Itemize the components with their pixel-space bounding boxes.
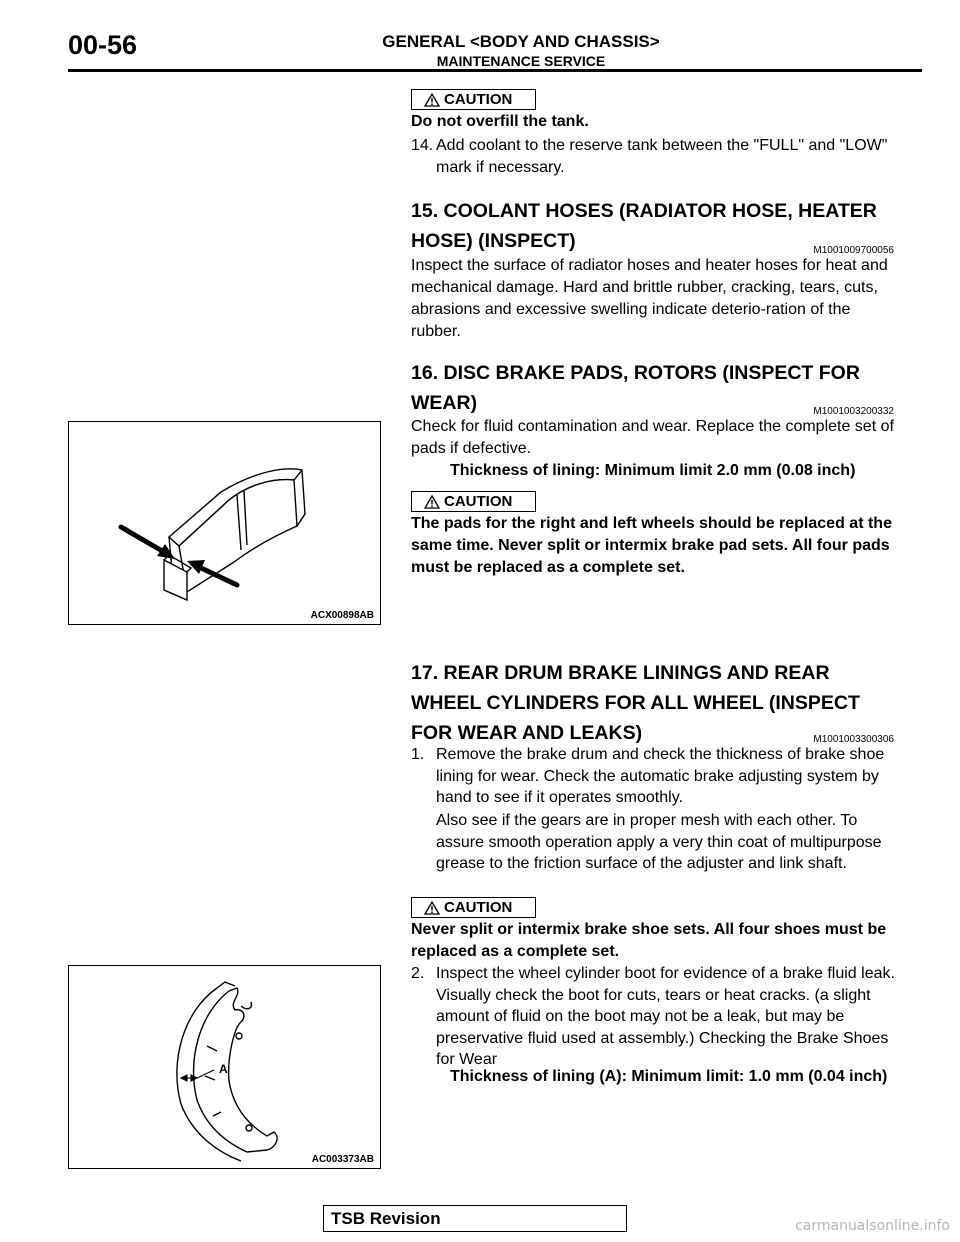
step-2 bbox=[411, 963, 896, 1071]
step-text: Add coolant to the reserve tank between the "FULL" and "LOW" mark if necessary. bbox=[436, 137, 888, 176]
warning-icon bbox=[424, 901, 440, 915]
step-number: 1. bbox=[411, 746, 425, 763]
caution-box bbox=[411, 491, 536, 512]
caution-text: The pads for the right and left wheels should be replaced at the same time. Never split or intermix brake pad sets. All four pads must be replaced as a complete set. bbox=[411, 515, 892, 576]
warning-icon bbox=[424, 93, 440, 107]
step-text: Remove the brake drum and check the thickness of brake shoe lining for wear. Check the automatic brake adjusting system by hand to see if it operates smoothly. bbox=[436, 746, 885, 806]
step-number: 14. bbox=[411, 137, 434, 154]
step-text: Inspect the wheel cylinder boot for evidence of a brake fluid leak. Visually check the boot for cuts, tears or heat cracks. (a slight amount of fluid on the boot may not be a leak, but may be preservative fluid used at assembly.) Checking the Brake Shoes for Wear bbox=[436, 965, 895, 1068]
page-number: 00-56 bbox=[68, 30, 138, 60]
section-body-15: Inspect the surface of radiator hoses and heater hoses for heat and mechanical damage. Hard and brittle rubber, cracking, tears, cuts, abrasions and excessive swelling indicate deterio-ration of the rubber. bbox=[411, 257, 888, 340]
caution-text: Never split or intermix brake shoe sets. All four shoes must be replaced as a complete set. bbox=[411, 921, 887, 960]
section-heading-17: 17. REAR DRUM BRAKE LININGS AND REAR WHEEL CYLINDERS FOR ALL WHEEL (INSPECT FOR WEAR AND LEAKS) bbox=[411, 662, 860, 744]
tsb-revision-label: TSB Revision bbox=[331, 1208, 441, 1228]
step-1-extra: Also see if the gears are in proper mesh with each other. To assure smooth operation apply a very thin coat of multipurpose grease to the friction surface of the adjuster and link shaft. bbox=[436, 812, 882, 872]
brake-shoe-illustration bbox=[69, 966, 380, 1168]
caution-label: CAUTION bbox=[444, 493, 513, 510]
section-body-16: Check for fluid contamination and wear. Replace the complete set of pads if defective. bbox=[411, 418, 894, 457]
caution-box bbox=[411, 89, 536, 110]
warning-icon bbox=[424, 495, 440, 509]
step-1 bbox=[411, 744, 896, 809]
caution-box bbox=[411, 897, 536, 918]
brake-pad-illustration bbox=[69, 422, 380, 624]
tsb-revision-box bbox=[323, 1205, 627, 1232]
brake-pad-figure bbox=[68, 421, 381, 625]
figure-label: AC003373AB bbox=[311, 1154, 374, 1165]
section-code-17: M1001003300306 bbox=[813, 734, 894, 745]
header-rule bbox=[68, 69, 922, 72]
spec-line: Thickness of lining (A): Minimum limit: 1.0 mm (0.04 inch) bbox=[450, 1068, 888, 1085]
spec-line: Thickness of lining: Minimum limit 2.0 mm (0.08 inch) bbox=[450, 462, 856, 479]
caution-text: Do not overfill the tank. bbox=[411, 113, 589, 130]
section-heading-15: 15. COOLANT HOSES (RADIATOR HOSE, HEATER HOSE) (INSPECT) bbox=[411, 200, 877, 252]
section-title: GENERAL <BODY AND CHASSIS> bbox=[382, 32, 660, 51]
figure-label: ACX00898AB bbox=[310, 610, 374, 621]
section-heading-16: 16. DISC BRAKE PADS, ROTORS (INSPECT FOR WEAR) bbox=[411, 362, 860, 414]
watermark: carmanualsonline.info bbox=[795, 1218, 950, 1234]
caution-label: CAUTION bbox=[444, 899, 513, 916]
section-subtitle: MAINTENANCE SERVICE bbox=[436, 53, 606, 69]
brake-shoe-figure bbox=[68, 965, 381, 1169]
step-14 bbox=[411, 135, 896, 178]
step-number: 2. bbox=[411, 965, 425, 982]
figure-callout-a: A bbox=[219, 1062, 228, 1076]
section-code-15: M1001009700056 bbox=[813, 245, 894, 256]
section-code-16: M1001003200332 bbox=[813, 406, 894, 417]
caution-label: CAUTION bbox=[444, 91, 513, 108]
